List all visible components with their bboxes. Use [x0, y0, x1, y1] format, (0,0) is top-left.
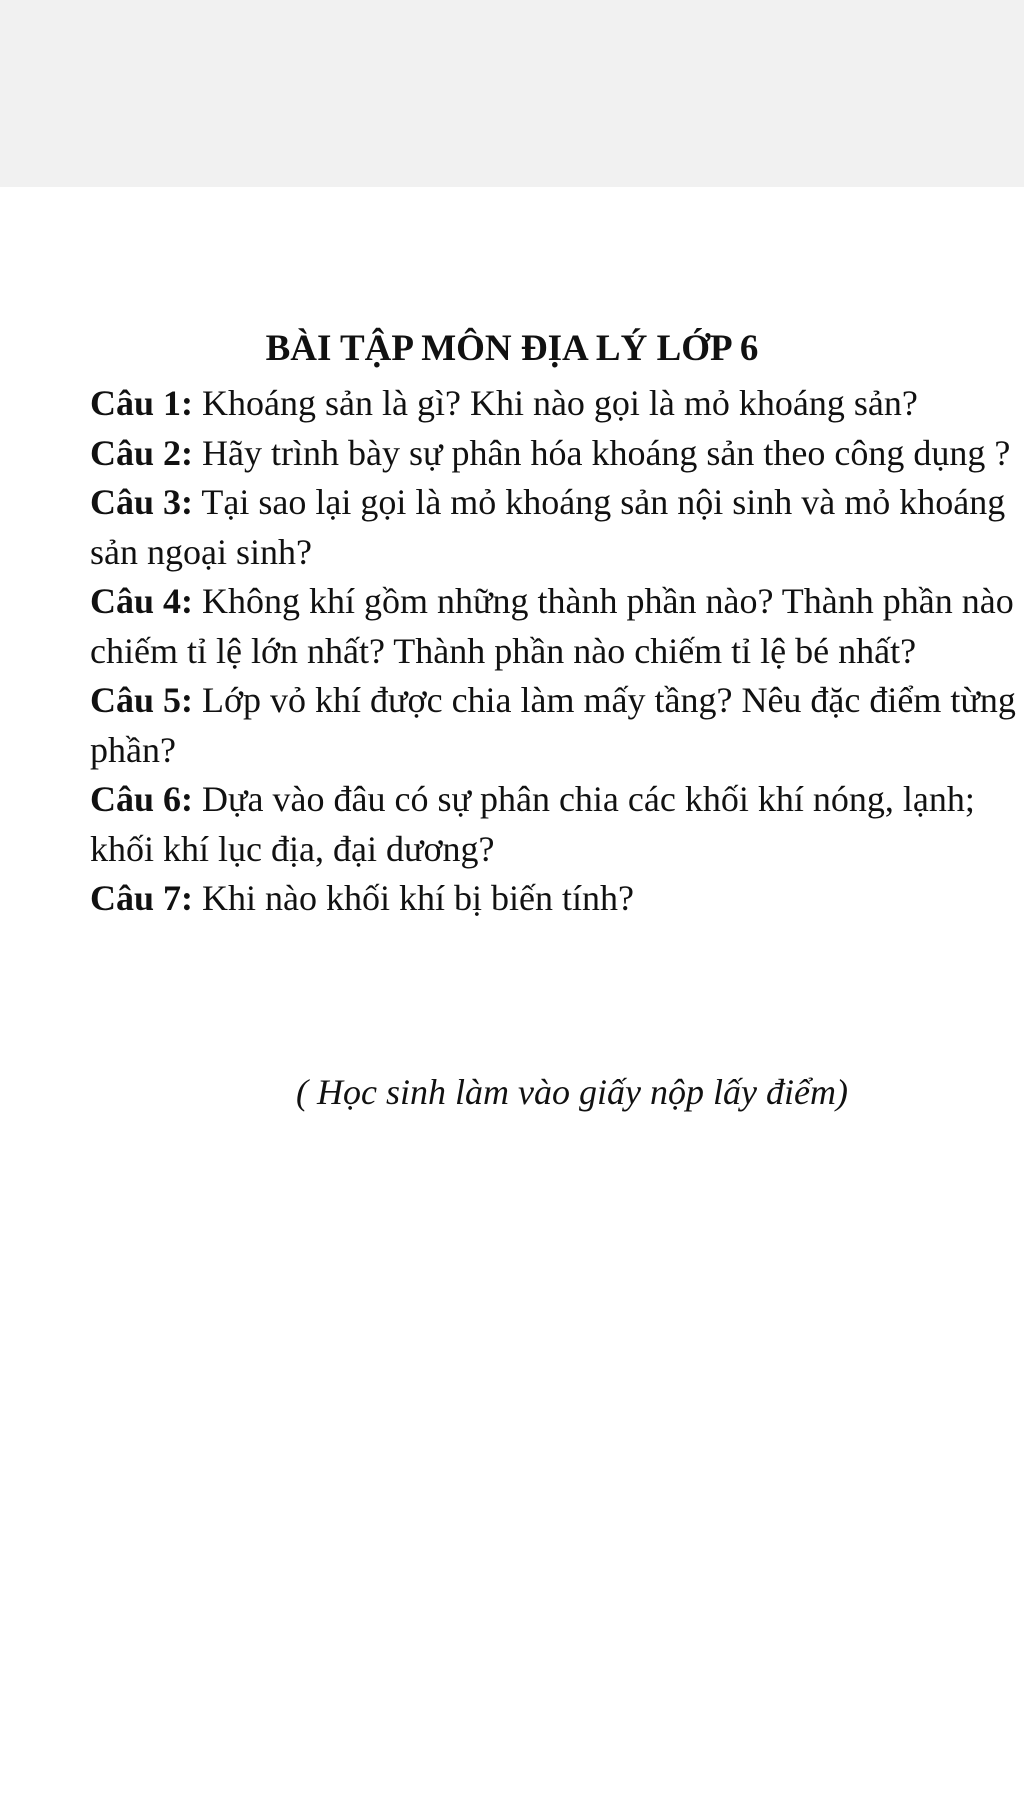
- submission-note: ( Học sinh làm vào giấy nộp lấy điểm): [296, 1072, 848, 1112]
- question-text: Tại sao lại gọi là mỏ khoáng sản nội sinh và mỏ khoáng sản ngoại sinh?: [90, 482, 1006, 572]
- question-6: [90, 775, 1020, 874]
- question-label: Câu 3:: [90, 482, 194, 522]
- question-2: [90, 429, 1020, 479]
- document-title: BÀI TẬP MÔN ĐỊA LÝ LỚP 6: [265, 328, 759, 369]
- question-3: [90, 478, 1020, 577]
- question-label: Câu 6:: [90, 779, 194, 819]
- question-label: Câu 7:: [90, 878, 194, 918]
- question-label: Câu 2:: [90, 432, 194, 473]
- question-list: [90, 379, 1020, 924]
- question-label: Câu 4:: [90, 581, 194, 621]
- top-gray-band: [0, 0, 1024, 187]
- question-4: [90, 577, 1020, 676]
- question-5: [90, 676, 1020, 775]
- question-7: [90, 874, 1020, 924]
- question-label: Câu 5:: [90, 680, 194, 720]
- document-page: [0, 187, 1024, 1820]
- question-text: Lớp vỏ khí được chia làm mấy tầng? Nêu đặc điểm từng phần?: [90, 680, 1016, 770]
- question-text: Khi nào khối khí bị biến tính?: [202, 878, 634, 918]
- question-text: Không khí gồm những thành phần nào? Thành phần nào chiếm tỉ lệ lớn nhất? Thành phần nào chiếm tỉ lệ bé nhất?: [90, 581, 1014, 671]
- question-text: Khoáng sản là gì? Khi nào gọi là mỏ khoáng sản?: [202, 383, 918, 423]
- question-text: Hãy trình bày sự phân hóa khoáng sản theo công dụng ?: [202, 432, 1011, 473]
- question-1: [90, 379, 1020, 429]
- question-text: Dựa vào đâu có sự phân chia các khối khí nóng, lạnh; khối khí lục địa, đại dương?: [90, 779, 975, 869]
- question-label: Câu 1:: [90, 383, 194, 423]
